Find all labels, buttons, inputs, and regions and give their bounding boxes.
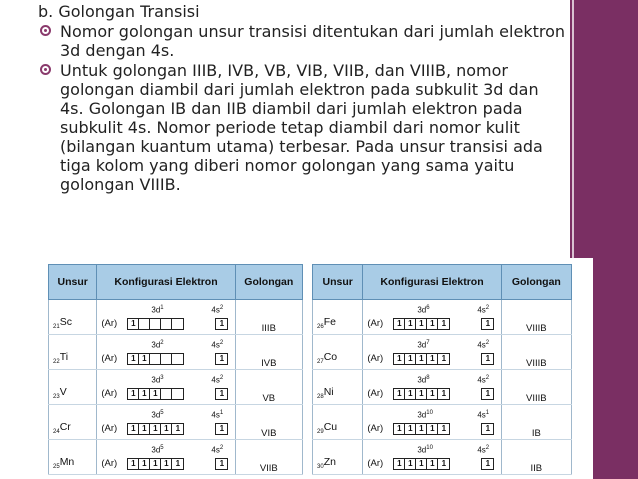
table-row — [313, 440, 572, 475]
configuration-cell — [363, 405, 501, 440]
orbital-name: 4s — [477, 305, 486, 315]
orbital-box: 1 — [427, 389, 438, 399]
orbital-electron-count: 2 — [219, 445, 224, 451]
orbital-boxes-3d — [393, 318, 450, 330]
element-cell — [313, 440, 363, 475]
orbital-electron-count: 7 — [426, 340, 430, 346]
golongan-cell: VIIB — [235, 440, 302, 475]
orbital-box: 1 — [405, 319, 416, 329]
orbital-name: 4s — [477, 410, 486, 420]
orbital-box: 1 — [128, 389, 139, 399]
bullet-item — [36, 22, 566, 60]
orbital-box-4s: 1 — [215, 318, 228, 330]
core-notation: (Ar) — [101, 423, 118, 434]
orbital-box: 1 — [427, 354, 438, 364]
bullet-circle-icon — [40, 25, 51, 36]
configuration-diagram — [363, 444, 500, 474]
orbital-electron-count: 1 — [160, 305, 164, 311]
orbital-box — [172, 389, 183, 399]
orbital-electron-count: 2 — [219, 375, 224, 381]
orbital-box: 1 — [416, 459, 427, 469]
atomic-number: 28 — [317, 394, 324, 400]
orbital-box-4s: 1 — [481, 318, 494, 330]
element-cell — [49, 335, 97, 370]
orbital-name: 4s — [211, 305, 220, 315]
configuration-cell — [97, 300, 235, 335]
orbital-label-3d — [417, 340, 429, 350]
orbital-box: 1 — [427, 459, 438, 469]
orbital-box: 1 — [139, 354, 150, 364]
configuration-diagram — [363, 339, 500, 369]
atomic-number: 26 — [317, 324, 324, 330]
element-symbol: Fe — [323, 316, 336, 328]
header-unsur: Unsur — [313, 265, 363, 300]
orbital-box: 1 — [139, 459, 150, 469]
orbital-box: 1 — [394, 389, 405, 399]
orbital-box: 1 — [150, 459, 161, 469]
golongan-cell: VIB — [235, 405, 302, 440]
golongan-cell: IVB — [235, 335, 302, 370]
table-row — [313, 300, 572, 335]
orbital-name: 3d — [151, 305, 161, 315]
atomic-number: 30 — [317, 464, 324, 470]
orbital-electron-count: 2 — [485, 305, 490, 311]
orbital-name: 4s — [211, 445, 220, 455]
configuration-diagram — [363, 374, 500, 404]
bullet-circle-icon — [40, 64, 51, 75]
element-cell — [313, 370, 363, 405]
header-golongan: Golongan — [235, 265, 302, 300]
orbital-electron-count: 5 — [160, 445, 164, 451]
orbital-box — [150, 354, 161, 364]
orbital-box-4s: 1 — [481, 458, 494, 470]
element-symbol: Cu — [323, 421, 338, 433]
orbital-electron-count: 2 — [219, 340, 224, 346]
table-row — [49, 300, 303, 335]
orbital-box: 1 — [161, 424, 172, 434]
orbital-label-4s — [211, 445, 223, 455]
element-symbol: Mn — [59, 456, 75, 468]
configuration-cell — [363, 335, 501, 370]
core-notation: (Ar) — [101, 388, 118, 399]
element-symbol: Ti — [59, 351, 69, 363]
core-notation: (Ar) — [101, 318, 118, 329]
orbital-boxes-3d — [127, 423, 184, 435]
core-notation: (Ar) — [367, 353, 384, 364]
orbital-label-3d — [151, 305, 163, 315]
orbital-box — [172, 354, 183, 364]
orbital-boxes-3d — [393, 388, 450, 400]
core-notation: (Ar) — [101, 353, 118, 364]
configuration-diagram — [363, 409, 500, 439]
atomic-number: 29 — [317, 429, 324, 435]
bullet-text: Nomor golongan unsur transisi ditentukan dari jumlah elektron 3d dengan 4s. — [60, 22, 566, 60]
orbital-name: 3d — [417, 445, 427, 455]
orbital-box — [161, 389, 172, 399]
element-symbol: V — [59, 386, 67, 398]
orbital-label-3d — [417, 305, 429, 315]
orbital-boxes-3d — [393, 423, 450, 435]
orbital-electron-count: 2 — [219, 305, 224, 311]
orbital-label-4s — [211, 410, 223, 420]
orbital-box: 1 — [441, 389, 447, 398]
orbital-box: 1 — [128, 424, 139, 434]
orbital-box: 1 — [128, 319, 139, 329]
config-table-left — [48, 264, 303, 475]
orbital-box-4s: 1 — [481, 388, 494, 400]
orbital-box: 1 — [405, 424, 416, 434]
table-row — [313, 370, 572, 405]
element-symbol: Co — [323, 351, 338, 363]
orbital-electron-count: 2 — [485, 445, 490, 451]
configuration-cell — [363, 300, 501, 335]
orbital-box: 1 — [175, 424, 181, 433]
configuration-diagram — [97, 304, 234, 334]
orbital-box: 1 — [150, 389, 161, 399]
orbital-label-3d — [151, 445, 163, 455]
table-row — [49, 440, 303, 475]
orbital-name: 4s — [211, 410, 220, 420]
element-cell — [49, 370, 97, 405]
orbital-box-4s: 1 — [215, 458, 228, 470]
orbital-electron-count: 10 — [426, 445, 433, 451]
orbital-name: 3d — [417, 375, 427, 385]
orbital-box: 1 — [394, 424, 405, 434]
orbital-electron-count: 1 — [219, 410, 224, 416]
configuration-diagram — [97, 339, 234, 369]
orbital-label-3d — [151, 375, 163, 385]
orbital-box: 1 — [394, 354, 405, 364]
orbital-box: 1 — [441, 424, 447, 433]
orbital-box: 1 — [150, 424, 161, 434]
orbital-box: 1 — [416, 389, 427, 399]
orbital-boxes-3d — [393, 353, 450, 365]
orbital-name: 4s — [477, 340, 486, 350]
table-row — [49, 370, 303, 405]
orbital-name: 3d — [151, 375, 161, 385]
golongan-cell: VB — [235, 370, 302, 405]
orbital-electron-count: 3 — [160, 375, 164, 381]
element-cell — [49, 405, 97, 440]
element-symbol: Ni — [323, 386, 334, 398]
orbital-name: 3d — [151, 340, 161, 350]
orbital-box-4s: 1 — [215, 353, 228, 365]
orbital-label-4s — [477, 340, 489, 350]
orbital-electron-count: 5 — [160, 410, 164, 416]
orbital-box: 1 — [416, 319, 427, 329]
configuration-cell — [97, 335, 235, 370]
configuration-diagram — [363, 304, 500, 334]
orbital-label-4s — [477, 445, 489, 455]
atomic-number: 27 — [317, 359, 324, 365]
orbital-label-3d — [151, 340, 163, 350]
orbital-electron-count: 2 — [485, 340, 490, 346]
orbital-name: 4s — [211, 340, 220, 350]
orbital-name: 3d — [417, 305, 427, 315]
orbital-boxes-3d — [127, 458, 184, 470]
core-notation: (Ar) — [367, 318, 384, 329]
orbital-box — [172, 319, 183, 329]
orbital-box: 1 — [441, 319, 447, 328]
orbital-boxes-3d — [127, 353, 184, 365]
config-table-right — [312, 264, 572, 475]
golongan-cell: VIIIB — [501, 370, 571, 405]
configuration-diagram — [97, 409, 234, 439]
orbital-box-4s: 1 — [215, 423, 228, 435]
orbital-electron-count: 10 — [426, 410, 433, 416]
element-cell — [313, 335, 363, 370]
slide-content — [36, 2, 566, 195]
orbital-box-4s: 1 — [481, 423, 494, 435]
orbital-label-4s — [477, 305, 489, 315]
configuration-cell — [97, 370, 235, 405]
table-row — [49, 405, 303, 440]
core-notation: (Ar) — [367, 388, 384, 399]
orbital-box: 1 — [427, 319, 438, 329]
orbital-name: 4s — [477, 375, 486, 385]
orbital-box — [139, 319, 150, 329]
configuration-diagram — [97, 444, 234, 474]
orbital-electron-count: 2 — [485, 375, 490, 381]
orbital-electron-count: 6 — [426, 305, 430, 311]
orbital-box: 1 — [128, 459, 139, 469]
orbital-box — [161, 319, 172, 329]
orbital-box: 1 — [427, 424, 438, 434]
orbital-electron-count: 2 — [160, 340, 164, 346]
orbital-boxes-3d — [127, 318, 184, 330]
atomic-number: 25 — [53, 464, 60, 470]
orbital-box: 1 — [416, 354, 427, 364]
orbital-boxes-3d — [393, 458, 450, 470]
element-cell — [49, 440, 97, 475]
configuration-cell — [97, 440, 235, 475]
orbital-label-4s — [477, 410, 489, 420]
orbital-boxes-3d — [127, 388, 184, 400]
header-golongan: Golongan — [501, 265, 571, 300]
orbital-label-3d — [417, 410, 433, 420]
golongan-cell: IIIB — [235, 300, 302, 335]
orbital-box-4s: 1 — [481, 353, 494, 365]
configuration-cell — [363, 440, 501, 475]
element-symbol: Cr — [59, 421, 71, 433]
orbital-electron-count: 1 — [485, 410, 490, 416]
orbital-name: 3d — [417, 340, 427, 350]
element-cell — [313, 405, 363, 440]
orbital-box: 1 — [405, 389, 416, 399]
orbital-box: 1 — [161, 459, 172, 469]
configuration-diagram — [97, 374, 234, 404]
table-row — [313, 405, 572, 440]
header-unsur: Unsur — [49, 265, 97, 300]
element-cell — [313, 300, 363, 335]
orbital-name: 3d — [417, 410, 427, 420]
golongan-cell: VIIIB — [501, 335, 571, 370]
element-symbol: Zn — [323, 456, 336, 468]
bullet-item — [36, 61, 566, 194]
orbital-box: 1 — [175, 459, 181, 468]
orbital-name: 4s — [211, 375, 220, 385]
atomic-number: 23 — [53, 394, 60, 400]
atomic-number: 22 — [53, 359, 60, 365]
orbital-box — [161, 354, 172, 364]
atomic-number: 21 — [53, 324, 60, 330]
orbital-box: 1 — [405, 354, 416, 364]
core-notation: (Ar) — [367, 458, 384, 469]
element-symbol: Sc — [59, 316, 72, 328]
orbital-box: 1 — [394, 459, 405, 469]
configuration-cell — [363, 370, 501, 405]
atomic-number: 24 — [53, 429, 60, 435]
header-konfigurasi: Konfigurasi Elektron — [97, 265, 235, 300]
orbital-label-4s — [477, 375, 489, 385]
table-row — [49, 335, 303, 370]
orbital-box — [150, 319, 161, 329]
bullet-text: Untuk golongan IIIB, IVB, VB, VIB, VIIB, dan VIIIB, nomor golongan diambil dari jumlah elektron pada subkulit 3d dan 4s. Golongan IB dan IIB diambil dari jumlah elektron pada subkulit 4s. Nomor periode tetap diambil dari nomor kulit (bilangan kuantum utama) terbesar. Pada unsur transisi ada tiga kolom yang diberi nomor golongan yang sama yaitu golongan VIIIB. — [60, 61, 543, 194]
orbital-name: 4s — [477, 445, 486, 455]
orbital-box: 1 — [139, 389, 150, 399]
orbital-box-4s: 1 — [215, 388, 228, 400]
configuration-cell — [97, 405, 235, 440]
golongan-cell: IIB — [501, 440, 571, 475]
golongan-cell: IB — [501, 405, 571, 440]
orbital-name: 3d — [151, 410, 161, 420]
orbital-box: 1 — [394, 319, 405, 329]
core-notation: (Ar) — [101, 458, 118, 469]
element-cell — [49, 300, 97, 335]
orbital-box: 1 — [416, 424, 427, 434]
orbital-label-3d — [417, 445, 433, 455]
electron-configuration-figure — [40, 258, 593, 479]
section-heading: b. Golongan Transisi — [38, 2, 200, 21]
core-notation: (Ar) — [367, 423, 384, 434]
golongan-cell: VIIIB — [501, 300, 571, 335]
table-row — [313, 335, 572, 370]
orbital-box: 1 — [441, 459, 447, 468]
orbital-label-3d — [151, 410, 163, 420]
orbital-name: 3d — [151, 445, 161, 455]
orbital-box: 1 — [128, 354, 139, 364]
orbital-box: 1 — [441, 354, 447, 363]
header-konfigurasi: Konfigurasi Elektron — [363, 265, 501, 300]
orbital-label-4s — [211, 375, 223, 385]
orbital-label-4s — [211, 305, 223, 315]
orbital-electron-count: 8 — [426, 375, 430, 381]
orbital-label-4s — [211, 340, 223, 350]
orbital-label-3d — [417, 375, 429, 385]
orbital-box: 1 — [405, 459, 416, 469]
orbital-box: 1 — [139, 424, 150, 434]
